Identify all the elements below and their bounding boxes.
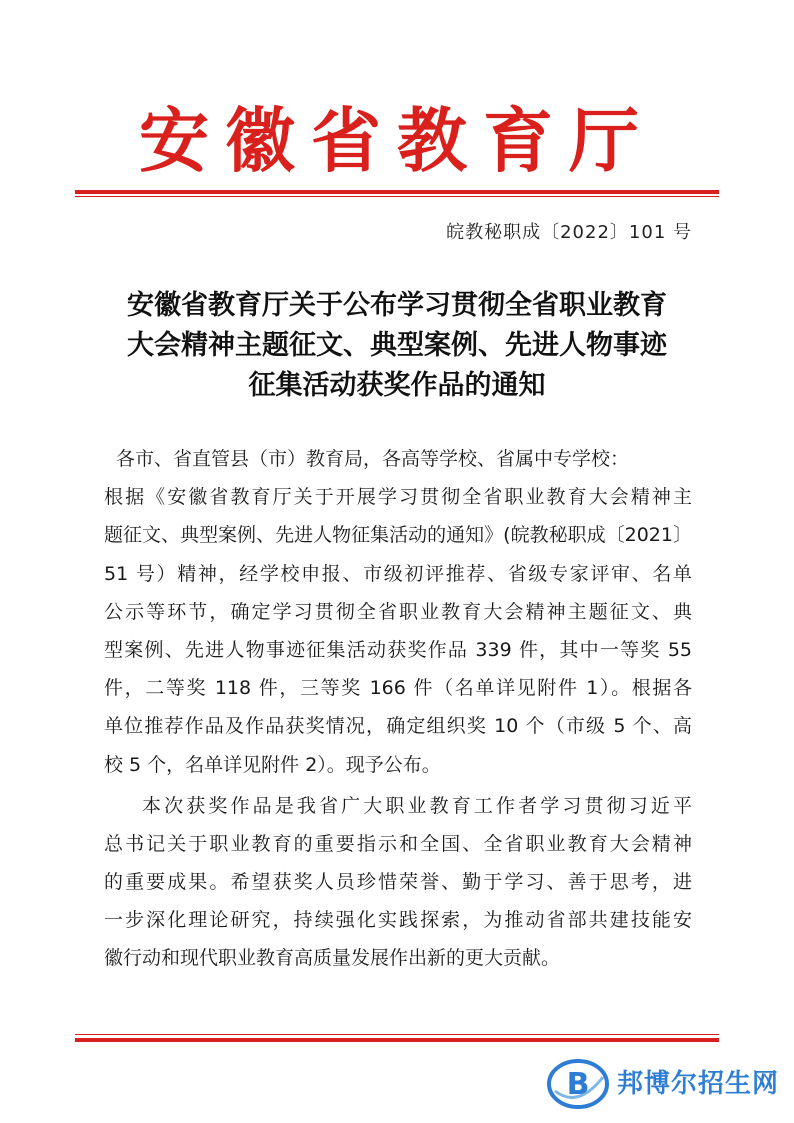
footer-red-rule-thin xyxy=(75,1034,719,1035)
document-title-line: 大会精神主题征文、典型案例、先进人物事迹 xyxy=(127,330,667,361)
paragraph1-line: 题征文、典型案例、先进人物征集活动的通知》(皖教秘职成〔2021〕 xyxy=(104,524,692,547)
watermark-logo-icon xyxy=(547,1057,609,1111)
watermark-logo-letter: B xyxy=(566,1067,590,1102)
document-body xyxy=(104,440,692,978)
document-title-line: 征集活动获奖作品的通知 xyxy=(248,370,546,401)
footer-red-rule-thick xyxy=(75,1038,719,1042)
paragraph1-line: 单位推荐作品及作品获奖情况，确定组织奖 10 个（市级 5 个、高 xyxy=(104,715,692,738)
watermark-site-name: 邦博尔招生网 xyxy=(617,1069,780,1099)
paragraph1-line: 根据《安徽省教育厅关于开展学习贯彻全省职业教育大会精神主 xyxy=(104,486,692,509)
paragraph1-line: 型案例、先进人物事迹征集活动获奖作品 339 件，其中一等奖 55 xyxy=(104,638,692,661)
paragraph1-line: 51 号）精神，经学校申报、市级初评推荐、省级专家评审、名单 xyxy=(104,562,692,585)
paragraph2-line: 总书记关于职业教育的重要指示和全国、全省职业教育大会精神 xyxy=(104,832,692,855)
paragraph1-line: 件，二等奖 118 件，三等奖 166 件（名单详见附件 1）。根据各 xyxy=(104,677,692,700)
paragraph2-line: 本次获奖作品是我省广大职业教育工作者学习贯彻习近平 xyxy=(142,794,692,817)
paragraph1-line: 公示等环节，确定学习贯彻全省职业教育大会精神主题征文、典 xyxy=(104,600,692,623)
salutation: 各市、省直管县（市）教育局，各高等学校、省属中专学校： xyxy=(116,448,630,470)
paragraph2-line: 一步深化理论研究，持续强化实践探索，为推动省部共建技能安 xyxy=(104,909,692,932)
header-red-rule-thick xyxy=(75,190,719,194)
document-title-line: 安徽省教育厅关于公布学习贯彻全省职业教育 xyxy=(127,290,667,321)
site-watermark xyxy=(547,1053,787,1113)
paragraph2-line: 徽行动和现代职业教育高质量发展作出新的更大贡献。 xyxy=(104,947,561,970)
header-red-rule-thin xyxy=(75,196,719,197)
agency-header-title: 安徽省教育厅 xyxy=(139,99,655,182)
paragraph2-line: 的重要成果。希望获奖人员珍惜荣誉、勤于学习、善于思考，进 xyxy=(104,871,692,894)
document-title xyxy=(0,286,794,406)
document-number: 皖教秘职成〔2022〕101 号 xyxy=(446,222,692,243)
paragraph1-line: 校 5 个，名单详见附件 2）。现予公布。 xyxy=(104,753,441,776)
